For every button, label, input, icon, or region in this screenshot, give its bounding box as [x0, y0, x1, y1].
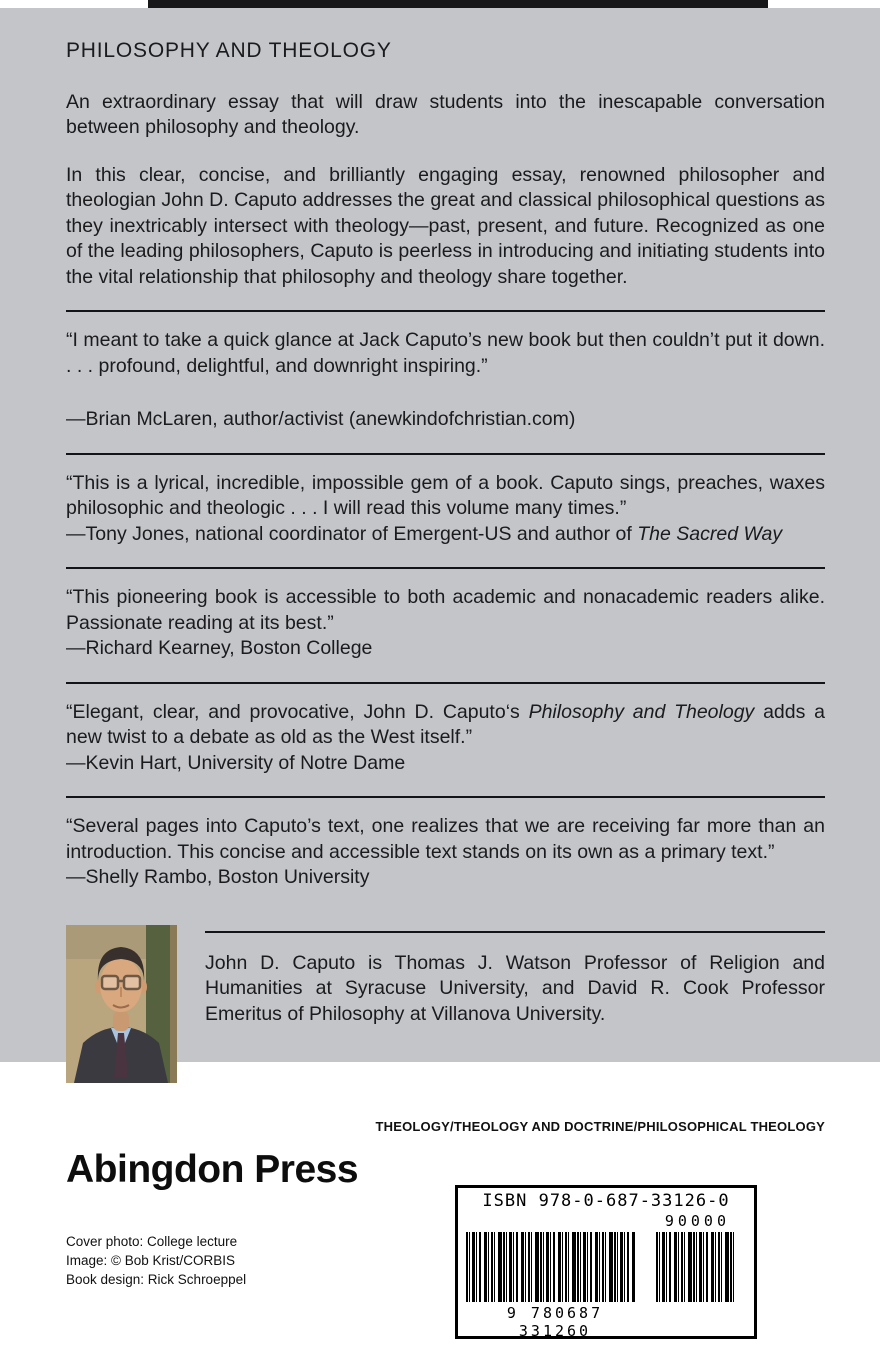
endorsement-hart	[66, 700, 825, 777]
divider	[66, 310, 825, 312]
endorsement-rambo	[66, 814, 825, 891]
author-section	[66, 925, 825, 1083]
quote-attribution: —Kevin Hart, University of Notre Dame	[66, 751, 406, 774]
footer	[0, 1118, 880, 1340]
category-label: THEOLOGY/THEOLOGY AND DOCTRINE/PHILOSOPHICAL THEOLOGY	[375, 1118, 825, 1134]
credit-line: Image: © Bob Krist/CORBIS	[66, 1252, 236, 1268]
credit-line: Cover photo: College lecture	[66, 1233, 238, 1249]
divider	[66, 453, 825, 455]
endorsement-kearney	[66, 585, 825, 662]
author-photo	[66, 925, 177, 1083]
divider	[205, 931, 825, 933]
divider	[66, 567, 825, 569]
quote-text: “I meant to take a quick glance at Jack Caputo’s new book but then couldn’t put it down. . . . profound, delightful, and downright inspiring.”	[66, 329, 825, 377]
publisher-wordmark: Abingdon Press	[66, 1147, 359, 1191]
barcode-addon-bars	[656, 1232, 746, 1302]
quote-text: “This is a lyrical, incredible, impossible gem of a book. Caputo sings, preaches, waxes philosophic and theologic . . . I will read this volume many times.”	[66, 471, 825, 519]
barcode	[455, 1185, 757, 1339]
quote-attribution	[66, 522, 825, 548]
quote-text-pre: “Elegant, clear, and provocative, John D. Caputo‘s	[66, 700, 529, 723]
divider	[66, 682, 825, 684]
endorsement-jones	[66, 471, 825, 548]
quote-text-post: adds a new twist to a debate as old as the West itself.”	[66, 700, 825, 748]
tagline: An extraordinary essay that will draw students into the inescapable conversation between philosophy and theology.	[66, 90, 825, 138]
attribution-text: —Tony Jones, national coordinator of Emergent-US and author of	[66, 522, 638, 545]
quote-attribution: —Richard Kearney, Boston College	[66, 637, 373, 659]
barcode-main-bars	[466, 1232, 644, 1302]
quote-text: “Several pages into Caputo’s text, one realizes that we are receiving far more than an introduction. This concise and accessible text stands on its own as a primary text.”	[66, 815, 825, 863]
author-bio: John D. Caputo is Thomas J. Watson Professor of Religion and Humanities at Syracuse University, and David R. Cook Professor Emeritus of Philosophy at Villanova University.	[205, 951, 825, 1025]
quote-text: “This pioneering book is accessible to both academic and nonacademic readers alike. Passionate reading at its best.”	[66, 586, 825, 634]
divider	[66, 796, 825, 798]
description: In this clear, concise, and brilliantly engaging essay, renowned philosopher and theologian John D. Caputo addresses the great and classical philosophical questions as they inextricably intersect with theology—past, present, and future. Recognized as one of the leading philosophers, Caputo is peerless in introducing and initiating students into the vital relationship that philosophy and theology share together.	[66, 163, 825, 288]
barcode-price-code: 90000	[664, 1211, 730, 1230]
quote-text	[66, 700, 825, 751]
isbn-label: ISBN 978-0-687-33126-0	[482, 1190, 730, 1211]
barcode-bars-row	[466, 1232, 746, 1302]
quote-book-title: Philosophy and Theology	[528, 700, 755, 723]
quote-attribution: —Brian McLaren, author/activist (anewkindofchristian.com)	[66, 408, 576, 430]
endorsement-mclaren	[66, 328, 825, 433]
credit-line: Book design: Rick Schroeppel	[66, 1271, 247, 1287]
barcode-number: 9 780687 331260	[506, 1303, 604, 1340]
page-title: PHILOSOPHY AND THEOLOGY	[66, 39, 392, 62]
quote-attribution: —Shelly Rambo, Boston University	[66, 866, 370, 888]
attribution-book-title: The Sacred Way	[637, 522, 783, 545]
author-bio-column	[205, 925, 825, 1083]
